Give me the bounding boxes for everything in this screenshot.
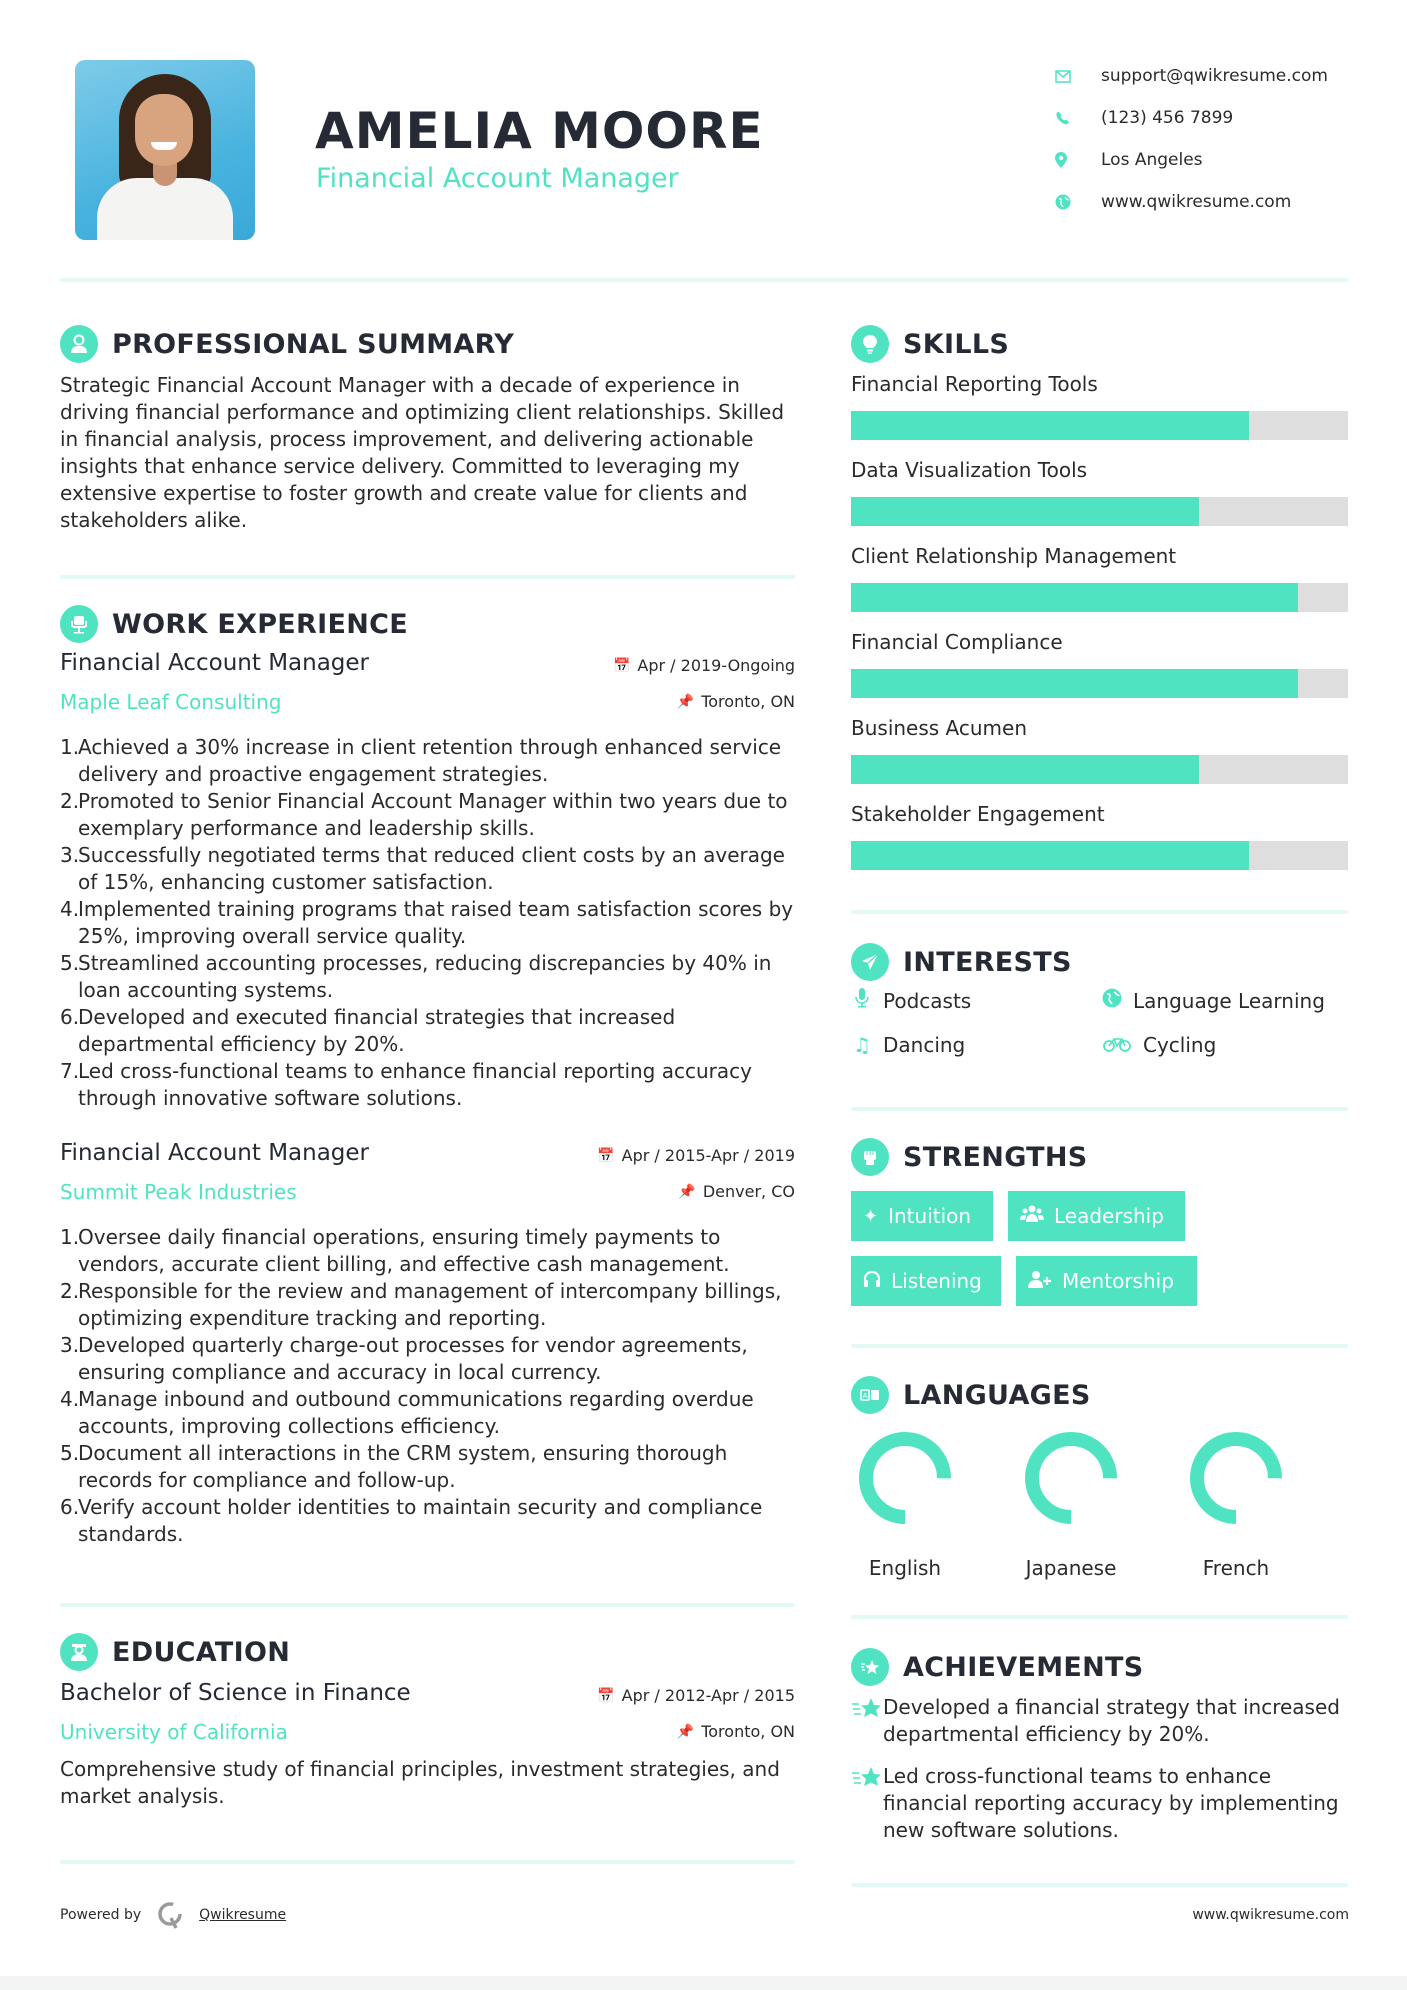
contact-location: Los Angeles bbox=[1055, 139, 1328, 181]
strength-listening: Listening bbox=[851, 1256, 1001, 1306]
education-entry bbox=[60, 1680, 795, 1810]
footer-website-link[interactable]: www.qwikresume.com bbox=[1192, 1907, 1349, 1923]
job-bullets bbox=[60, 734, 795, 1112]
summary-divider bbox=[60, 575, 795, 579]
qwikresume-logo-icon bbox=[155, 1900, 185, 1930]
list-item: 4. Implemented training programs that raised team satisfaction scores by 25%, improving overall service quality. bbox=[60, 897, 794, 948]
magic-wand-icon: ✦ bbox=[863, 1205, 879, 1227]
lightbulb-icon bbox=[851, 325, 889, 363]
education-description: Comprehensive study of financial principles, investment strategies, and market analysis. bbox=[60, 1757, 780, 1808]
language-english: English bbox=[850, 1430, 960, 1580]
language-progress-ring bbox=[1023, 1430, 1119, 1526]
list-item: 2. Responsible for the review and management of intercompany billings, optimizing expenditure tracking and reporting. bbox=[60, 1279, 782, 1330]
user-plus-icon bbox=[1028, 1270, 1052, 1293]
interest-cycling: Cycling bbox=[1101, 1033, 1216, 1057]
profile-photo bbox=[75, 60, 255, 240]
qwikresume-link[interactable]: Qwikresume bbox=[199, 1907, 287, 1923]
user-icon bbox=[60, 325, 98, 363]
degree: Bachelor of Science in Finance bbox=[60, 1680, 411, 1706]
phone-icon bbox=[1055, 111, 1091, 126]
job-bullets bbox=[60, 1224, 795, 1548]
map-pin-icon bbox=[1055, 152, 1091, 168]
interests-heading: INTERESTS bbox=[851, 943, 1072, 981]
graduate-icon bbox=[60, 1633, 98, 1671]
list-item: 1. Oversee daily financial operations, ensuring timely payments to vendors, accurate client billing, and effective cash management. bbox=[60, 1225, 730, 1276]
microphone-icon bbox=[851, 988, 873, 1013]
shooting-star-icon bbox=[851, 1694, 883, 1748]
skill-item: Client Relationship Management bbox=[851, 542, 1348, 628]
achievement-item: Led cross-functional teams to enhance financial reporting accuracy by implementing new software solutions. bbox=[851, 1763, 1351, 1844]
education-divider bbox=[60, 1860, 795, 1864]
achievements-heading: ACHIEVEMENTS bbox=[851, 1648, 1144, 1686]
list-item: 5. Streamlined accounting processes, reducing discrepancies by 40% in loan accounting systems. bbox=[60, 951, 772, 1002]
skill-bar bbox=[851, 669, 1348, 698]
list-item: 3. Developed quarterly charge-out processes for vendor agreements, ensuring compliance and accuracy in local currency. bbox=[60, 1333, 748, 1384]
job-title: Financial Account Manager bbox=[60, 650, 370, 676]
candidate-title: Financial Account Manager bbox=[316, 163, 679, 194]
languages-heading: A LANGUAGES bbox=[851, 1376, 1091, 1414]
shooting-star-icon bbox=[851, 1763, 883, 1844]
job-company: Maple Leaf Consulting bbox=[60, 690, 282, 714]
strength-leadership: Leadership bbox=[1008, 1191, 1185, 1241]
contact-website[interactable]: www.qwikresume.com bbox=[1055, 181, 1328, 223]
strength-intuition: ✦ Intuition bbox=[851, 1191, 993, 1241]
job-entry-1 bbox=[60, 650, 795, 1112]
calendar-icon: 📅 bbox=[612, 657, 631, 674]
calendar-icon: 📅 bbox=[597, 1147, 615, 1164]
header-divider bbox=[60, 278, 1348, 282]
job-date: 📅 Apr / 2019-Ongoing bbox=[612, 656, 795, 675]
skills-list bbox=[851, 370, 1348, 886]
skill-bar bbox=[851, 583, 1348, 612]
skill-item: Business Acumen bbox=[851, 714, 1348, 800]
list-item: 4. Manage inbound and outbound communications regarding overdue accounts, improving collections efficiency. bbox=[60, 1387, 754, 1438]
education-location: 📌 Toronto, ON bbox=[676, 1722, 795, 1741]
job-location: 📌 Denver, CO bbox=[678, 1182, 795, 1201]
pushpin-icon: 📌 bbox=[676, 1723, 695, 1740]
job-title: Financial Account Manager bbox=[60, 1140, 370, 1166]
music-note-icon: ♫ bbox=[853, 1033, 871, 1057]
bicycle-icon bbox=[1101, 1033, 1133, 1057]
interest-dancing: ♫ Dancing bbox=[851, 1033, 965, 1057]
list-item: 1. Achieved a 30% increase in client retention through enhanced service delivery and proactive engagement strategies. bbox=[60, 735, 782, 786]
svg-text:A: A bbox=[862, 1392, 868, 1400]
interest-language-learning: Language Learning bbox=[1101, 988, 1325, 1013]
job-date: 📅 Apr / 2015-Apr / 2019 bbox=[597, 1146, 795, 1165]
skill-bar bbox=[851, 841, 1348, 870]
skills-divider bbox=[851, 910, 1348, 914]
fist-icon bbox=[851, 1138, 889, 1176]
language-progress-ring bbox=[1188, 1430, 1284, 1526]
job-entry-2 bbox=[60, 1140, 795, 1548]
contact-email[interactable]: support@qwikresume.com bbox=[1055, 55, 1328, 97]
education-date: 📅 Apr / 2012-Apr / 2015 bbox=[597, 1686, 795, 1705]
experience-divider bbox=[60, 1603, 795, 1607]
achievement-item: Developed a financial strategy that increased departmental efficiency by 20%. bbox=[851, 1694, 1351, 1748]
list-item: 5. Document all interactions in the CRM system, ensuring thorough records for compliance and follow-up. bbox=[60, 1441, 728, 1492]
contact-list bbox=[1055, 55, 1328, 223]
interests-divider bbox=[851, 1107, 1348, 1111]
globe-icon bbox=[1055, 194, 1091, 210]
school: University of California bbox=[60, 1720, 288, 1744]
headphones-icon bbox=[863, 1270, 881, 1293]
skill-item: Financial Reporting Tools bbox=[851, 370, 1348, 456]
skill-item: Data Visualization Tools bbox=[851, 456, 1348, 542]
page-bottom-edge bbox=[0, 1976, 1407, 1990]
education-heading: EDUCATION bbox=[60, 1633, 290, 1671]
job-location: 📌 Toronto, ON bbox=[676, 692, 795, 711]
list-item: 2. Promoted to Senior Financial Account Manager within two years due to exemplary performance and leadership skills. bbox=[60, 789, 788, 840]
skill-item: Financial Compliance bbox=[851, 628, 1348, 714]
job-company: Summit Peak Industries bbox=[60, 1180, 297, 1204]
list-item: 6. Developed and executed financial strategies that increased departmental efficiency by 20%. bbox=[60, 1005, 676, 1056]
summary-heading: PROFESSIONAL SUMMARY bbox=[60, 325, 514, 363]
interest-podcasts: Podcasts bbox=[851, 988, 971, 1013]
contact-phone[interactable]: (123) 456 7899 bbox=[1055, 97, 1328, 139]
list-item: 7. Led cross-functional teams to enhance financial reporting accuracy through innovative software solutions. bbox=[60, 1059, 752, 1110]
summary-text: Strategic Financial Account Manager with a decade of experience in driving financial performance and optimizing client relationships. Skilled in financial analysis, process improvement, and delivering actionable insights that enhance service delivery. Committed to leveraging my extensive expertise to foster growth and create value for clients and stakeholders alike. bbox=[60, 373, 785, 532]
calendar-icon: 📅 bbox=[597, 1687, 615, 1704]
translate-icon bbox=[851, 1376, 889, 1414]
language-progress-ring bbox=[857, 1430, 953, 1526]
globe-icon bbox=[1101, 988, 1123, 1013]
language-japanese: Japanese bbox=[1016, 1430, 1126, 1580]
list-item: 6. Verify account holder identities to maintain security and compliance standards. bbox=[60, 1495, 763, 1546]
office-chair-icon bbox=[60, 605, 98, 643]
experience-heading: WORK EXPERIENCE bbox=[60, 605, 408, 643]
skill-bar bbox=[851, 411, 1348, 440]
pushpin-icon: 📌 bbox=[678, 1183, 696, 1200]
skill-bar bbox=[851, 755, 1348, 784]
users-icon bbox=[1020, 1205, 1044, 1228]
list-item: 3. Successfully negotiated terms that reduced client costs by an average of 15%, enhancing customer satisfaction. bbox=[60, 843, 785, 894]
pushpin-icon: 📌 bbox=[676, 693, 695, 710]
powered-by: Powered by Qwikresume bbox=[60, 1900, 286, 1930]
star-badge-icon bbox=[851, 1648, 889, 1686]
paper-plane-icon bbox=[851, 943, 889, 981]
achievements-divider bbox=[851, 1883, 1348, 1887]
candidate-name: AMELIA MOORE bbox=[315, 102, 764, 160]
language-french: French bbox=[1181, 1430, 1291, 1580]
skills-heading: SKILLS bbox=[851, 325, 1009, 363]
skill-bar bbox=[851, 497, 1348, 526]
skill-item: Stakeholder Engagement bbox=[851, 800, 1348, 886]
languages-divider bbox=[851, 1615, 1348, 1619]
strength-mentorship: Mentorship bbox=[1016, 1256, 1197, 1306]
strengths-heading: STRENGTHS bbox=[851, 1138, 1088, 1176]
envelope-icon bbox=[1055, 70, 1091, 83]
strengths-divider bbox=[851, 1344, 1348, 1348]
